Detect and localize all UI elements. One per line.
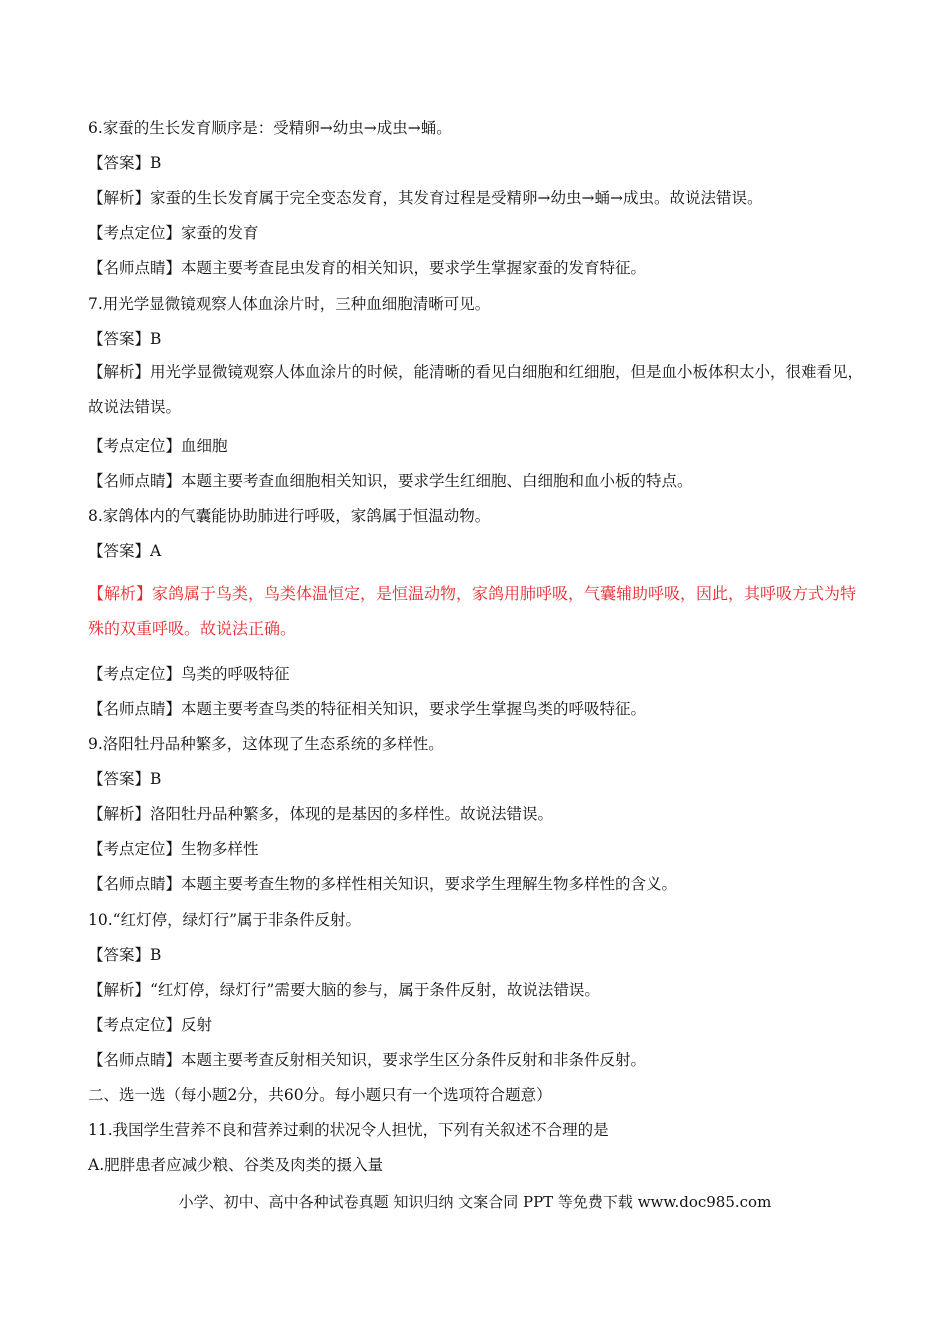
q9-commentary: 【名师点睛】本题主要考查生物的多样性相关知识，要求学生理解生物多样性的含义。 bbox=[88, 875, 678, 893]
q8-answer: 【答案】A bbox=[88, 542, 162, 560]
q10-commentary: 【名师点睛】本题主要考查反射相关知识，要求学生区分条件反射和非条件反射。 bbox=[88, 1051, 647, 1069]
q6-commentary: 【名师点睛】本题主要考查昆虫发育的相关知识，要求学生掌握家蚕的发育特征。 bbox=[88, 259, 647, 277]
q9-topic: 【考点定位】生物多样性 bbox=[88, 840, 259, 858]
q7-statement: 7.用光学显微镜观察人体血涂片时，三种血细胞清晰可见。 bbox=[88, 295, 491, 313]
q11-option-a: A.肥胖患者应减少粮、谷类及肉类的摄入量 bbox=[88, 1156, 384, 1174]
page-footer: 小学、初中、高中各种试卷真题 知识归纳 文案合同 PPT 等免费下载 www.doc985.com bbox=[178, 1193, 772, 1211]
q7-analysis: 【解析】用光学显微镜观察人体血涂片的时候，能清晰的看见白细胞和红细胞，但是血小板体积太小，很难看见，故说法错误。 bbox=[88, 363, 864, 416]
q6-answer: 【答案】B bbox=[88, 154, 162, 172]
q6-statement: 6.家蚕的生长发育顺序是：受精卵→幼虫→成虫→蛹。 bbox=[88, 119, 452, 137]
q10-statement: 10.“红灯停，绿灯行”属于非条件反射。 bbox=[88, 911, 361, 929]
q9-analysis: 【解析】洛阳牡丹品种繁多，体现的是基因的多样性。故说法错误。 bbox=[88, 805, 554, 823]
q11-statement: 11.我国学生营养不良和营养过剩的状况令人担忧，下列有关叙述不合理的是 bbox=[88, 1121, 609, 1139]
q9-statement: 9.洛阳牡丹品种繁多，这体现了生态系统的多样性。 bbox=[88, 735, 444, 753]
q6-analysis: 【解析】家蚕的生长发育属于完全变态发育，其发育过程是受精卵→幼虫→蛹→成虫。故说法错误。 bbox=[88, 189, 763, 207]
q8-topic: 【考点定位】鸟类的呼吸特征 bbox=[88, 665, 290, 683]
q7-commentary: 【名师点睛】本题主要考查血细胞相关知识，要求学生红细胞、白细胞和血小板的特点。 bbox=[88, 472, 693, 490]
q10-answer: 【答案】B bbox=[88, 946, 162, 964]
q8-commentary: 【名师点睛】本题主要考查鸟类的特征相关知识，要求学生掌握鸟类的呼吸特征。 bbox=[88, 700, 647, 718]
q6-topic: 【考点定位】家蚕的发育 bbox=[88, 224, 259, 242]
q10-analysis: 【解析】“红灯停，绿灯行”需要大脑的参与，属于条件反射，故说法错误。 bbox=[88, 981, 600, 999]
q9-answer: 【答案】B bbox=[88, 770, 162, 788]
q8-statement: 8.家鸽体内的气囊能协助肺进行呼吸，家鸽属于恒温动物。 bbox=[88, 507, 491, 525]
q7-answer: 【答案】B bbox=[88, 330, 162, 348]
q10-topic: 【考点定位】反射 bbox=[88, 1016, 213, 1034]
q7-topic: 【考点定位】血细胞 bbox=[88, 437, 228, 455]
q8-analysis-highlighted: 【解析】家鸽属于鸟类，鸟类体温恒定，是恒温动物，家鸽用肺呼吸，气囊辅助呼吸，因此，其呼吸方式为特殊的双重呼吸。故说法正确。 bbox=[88, 584, 857, 638]
section-heading: 二、选一选（每小题2分，共60分。每小题只有一个选项符合题意） bbox=[88, 1086, 552, 1104]
